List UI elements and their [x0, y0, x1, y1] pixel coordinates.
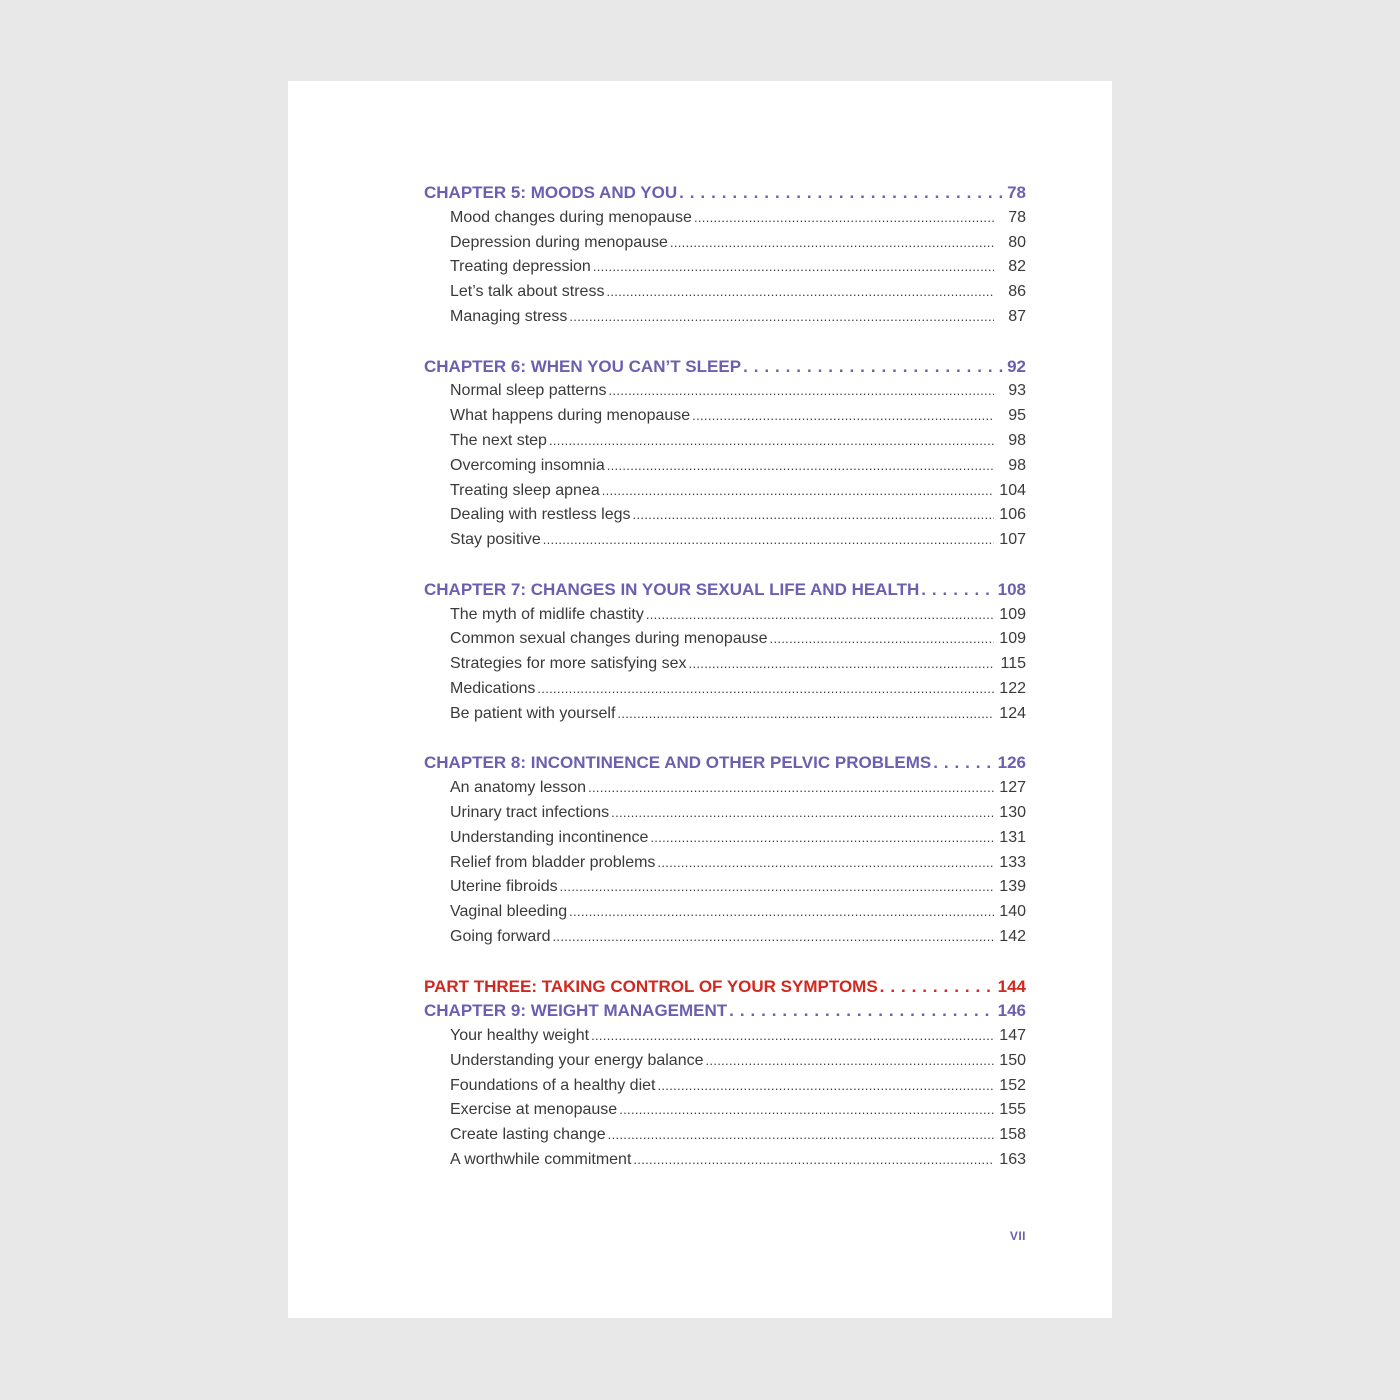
dot-leader [602, 479, 994, 504]
section-gap [424, 950, 1026, 975]
entry-title: Overcoming insomnia [450, 456, 605, 474]
section-gap [424, 330, 1026, 355]
chapter-heading[interactable] [424, 181, 1026, 206]
toc-entry[interactable] [424, 875, 1026, 900]
entry-page-number: 152 [999, 1076, 1026, 1094]
toc-entry[interactable] [424, 404, 1026, 429]
entry-page-number: 98 [1008, 456, 1026, 474]
entry-title: Understanding incontinence [450, 828, 649, 846]
dot-leader [609, 379, 994, 404]
entry-page-number: 104 [999, 481, 1026, 499]
entry-page-number: 106 [999, 506, 1026, 524]
entry-title: Your healthy weight [450, 1027, 590, 1045]
toc-entry[interactable] [424, 801, 1026, 826]
heading-page-number: 146 [997, 1001, 1026, 1021]
dot-leader [569, 305, 994, 330]
toc-entry[interactable] [424, 1098, 1026, 1123]
toc-entry[interactable] [424, 280, 1026, 305]
heading-page-number: 78 [1007, 183, 1026, 202]
toc-entry[interactable] [424, 429, 1026, 454]
dot-leader [606, 280, 994, 305]
toc-entry[interactable] [424, 652, 1026, 677]
entry-title: Exercise at menopause [450, 1101, 618, 1119]
toc-entry[interactable] [424, 479, 1026, 504]
dot-leader [537, 677, 994, 702]
entry-page-number: 109 [999, 630, 1026, 648]
toc-entry[interactable] [424, 627, 1026, 652]
entry-page-number: 78 [1008, 208, 1026, 226]
toc-entry[interactable] [424, 528, 1026, 553]
entry-title: Going forward [450, 927, 551, 945]
entry-page-number: 139 [999, 878, 1026, 896]
entry-title: Common sexual changes during menopause [450, 630, 768, 648]
entry-page-number: 86 [1008, 283, 1026, 301]
toc-entry[interactable] [424, 925, 1026, 950]
dot-leader [880, 975, 996, 1000]
toc-entry[interactable] [424, 305, 1026, 330]
entry-page-number: 155 [999, 1101, 1026, 1119]
heading-title: CHAPTER 8: INCONTINENCE AND OTHER PELVIC PROBLEMS [424, 753, 932, 773]
entry-page-number: 122 [999, 679, 1026, 697]
toc-entry[interactable] [424, 1049, 1026, 1074]
entry-title: Uterine fibroids [450, 878, 558, 896]
dot-leader [692, 404, 994, 429]
dot-leader [694, 206, 994, 231]
dot-leader [646, 603, 994, 628]
toc-entry[interactable] [424, 1024, 1026, 1049]
toc-entry[interactable] [424, 206, 1026, 231]
section-gap [424, 727, 1026, 752]
entry-title: Treating sleep apnea [450, 481, 600, 499]
dot-leader [611, 801, 994, 826]
entry-title: Medications [450, 679, 536, 697]
dot-leader [633, 1148, 994, 1173]
book-page [288, 81, 1112, 1318]
entry-page-number: 150 [999, 1051, 1026, 1069]
entry-page-number: 107 [999, 531, 1026, 549]
dot-leader [689, 652, 994, 677]
dot-leader [591, 1024, 994, 1049]
entry-title: The next step [450, 431, 547, 449]
entry-title: Stay positive [450, 531, 541, 549]
dot-leader [729, 999, 995, 1024]
table-of-contents [424, 181, 1026, 1173]
entry-title: Vaginal bleeding [450, 903, 568, 921]
dot-leader [593, 255, 994, 280]
entry-page-number: 124 [999, 704, 1026, 722]
heading-title: PART THREE: TAKING CONTROL OF YOUR SYMPTOMS [424, 976, 878, 996]
dot-leader [549, 429, 994, 454]
heading-page-number: 126 [997, 753, 1026, 773]
entry-title: Normal sleep patterns [450, 382, 607, 400]
entry-page-number: 127 [999, 779, 1026, 797]
toc-entry[interactable] [424, 379, 1026, 404]
dot-leader [553, 925, 995, 950]
dot-leader [670, 231, 994, 256]
entry-title: Foundations of a healthy diet [450, 1076, 656, 1094]
entry-title: Dealing with restless legs [450, 506, 631, 524]
heading-title: CHAPTER 9: WEIGHT MANAGEMENT [424, 1001, 728, 1021]
entry-page-number: 131 [999, 828, 1026, 846]
entry-page-number: 98 [1008, 431, 1026, 449]
dot-leader [619, 1098, 994, 1123]
entry-title: Understanding your energy balance [450, 1051, 704, 1069]
entry-page-number: 82 [1008, 258, 1026, 276]
entry-page-number: 147 [999, 1027, 1026, 1045]
entry-page-number: 87 [1008, 307, 1026, 325]
entry-page-number: 133 [999, 853, 1026, 871]
toc-entry[interactable] [424, 1074, 1026, 1099]
chapter-heading[interactable] [424, 578, 1026, 603]
heading-page-number: 144 [997, 976, 1026, 996]
dot-leader [633, 503, 994, 528]
toc-entry[interactable] [424, 603, 1026, 628]
entry-page-number: 95 [1008, 407, 1026, 425]
toc-entry[interactable] [424, 1123, 1026, 1148]
entry-title: Let’s talk about stress [450, 283, 605, 301]
dot-leader [607, 454, 994, 479]
entry-page-number: 142 [999, 927, 1026, 945]
dot-leader [657, 851, 994, 876]
dot-leader [743, 355, 1005, 380]
dot-leader [543, 528, 994, 553]
entry-title: The myth of midlife chastity [450, 605, 644, 623]
toc-entry[interactable] [424, 255, 1026, 280]
toc-entry[interactable] [424, 776, 1026, 801]
chapter-heading[interactable] [424, 355, 1026, 380]
entry-page-number: 130 [999, 803, 1026, 821]
entry-title: Be patient with yourself [450, 704, 616, 722]
dot-leader [657, 1074, 994, 1099]
entry-title: An anatomy lesson [450, 779, 587, 797]
entry-title: Relief from bladder problems [450, 853, 656, 871]
toc-entry[interactable] [424, 1148, 1026, 1173]
dot-leader [560, 875, 994, 900]
entry-title: A worthwhile commitment [450, 1151, 632, 1169]
dot-leader [770, 627, 994, 652]
dot-leader [617, 702, 994, 727]
heading-title: CHAPTER 7: CHANGES IN YOUR SEXUAL LIFE AND HEALTH [424, 579, 920, 599]
entry-title: Treating depression [450, 258, 591, 276]
entry-page-number: 158 [999, 1126, 1026, 1144]
toc-entry[interactable] [424, 826, 1026, 851]
entry-title: What happens during menopause [450, 407, 691, 425]
heading-page-number: 108 [997, 579, 1026, 599]
entry-page-number: 80 [1008, 233, 1026, 251]
entry-page-number: 109 [999, 605, 1026, 623]
entry-title: Create lasting change [450, 1126, 606, 1144]
page-number: VII [1009, 1229, 1026, 1243]
entry-title: Strategies for more satisfying sex [450, 655, 687, 673]
entry-title: Managing stress [450, 307, 568, 325]
toc-entry[interactable] [424, 851, 1026, 876]
toc-entry[interactable] [424, 454, 1026, 479]
dot-leader [569, 900, 994, 925]
dot-leader [650, 826, 994, 851]
toc-entry[interactable] [424, 702, 1026, 727]
dot-leader [933, 751, 995, 776]
dot-leader [921, 578, 995, 603]
heading-title: CHAPTER 6: WHEN YOU CAN’T SLEEP [424, 356, 742, 376]
heading-title: CHAPTER 5: MOODS AND YOU [424, 183, 678, 202]
entry-page-number: 163 [999, 1151, 1026, 1169]
entry-page-number: 140 [999, 903, 1026, 921]
toc-entry[interactable] [424, 900, 1026, 925]
entry-page-number: 115 [1000, 655, 1026, 673]
chapter-heading[interactable] [424, 751, 1026, 776]
section-gap [424, 553, 1026, 578]
dot-leader [588, 776, 994, 801]
part-heading[interactable] [424, 975, 1026, 1000]
entry-page-number: 93 [1008, 382, 1026, 400]
toc-entry[interactable] [424, 677, 1026, 702]
toc-entry[interactable] [424, 231, 1026, 256]
dot-leader [706, 1049, 995, 1074]
entry-title: Urinary tract infections [450, 803, 610, 821]
entry-title: Depression during menopause [450, 233, 668, 251]
chapter-heading[interactable] [424, 999, 1026, 1024]
dot-leader [608, 1123, 994, 1148]
toc-entry[interactable] [424, 503, 1026, 528]
entry-title: Mood changes during menopause [450, 208, 692, 226]
dot-leader [679, 181, 1005, 206]
heading-page-number: 92 [1007, 356, 1026, 376]
